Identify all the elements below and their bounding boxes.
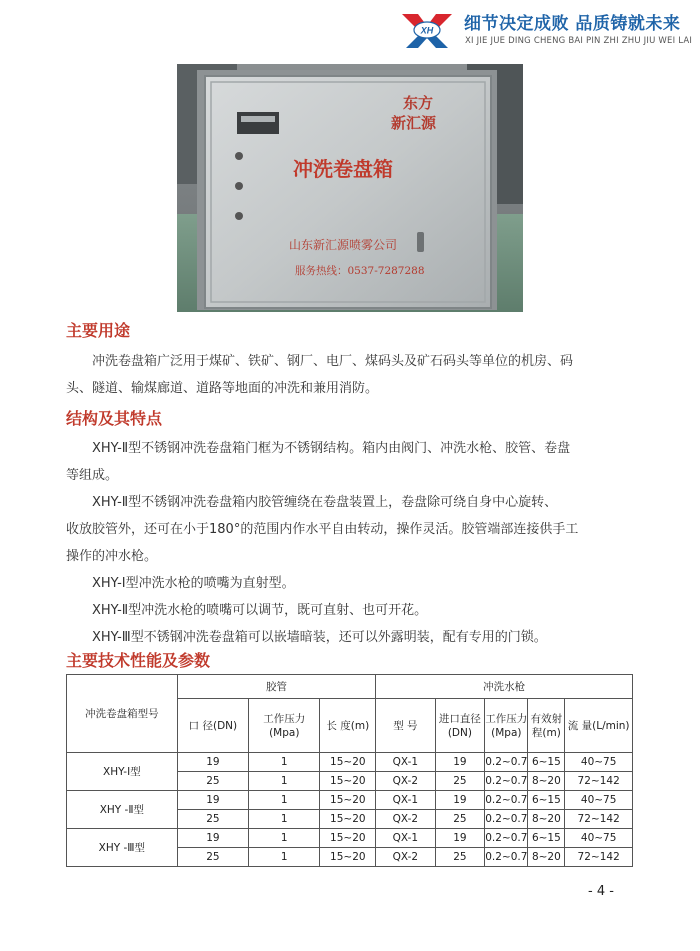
header-hose: 胶管: [177, 675, 375, 699]
structure-paragraph: [66, 435, 638, 651]
structure-title: 结构及其特点: [66, 409, 163, 428]
table-cell: 72~142: [565, 772, 633, 791]
table-cell: 15~20: [320, 791, 376, 810]
page-number: - 4 -: [588, 884, 614, 899]
usage-title: 主要用途: [66, 321, 131, 340]
col-hose-length: 长 度(m): [320, 699, 376, 753]
table-cell: 6~15: [528, 791, 565, 810]
table-cell: 0.2~0.7: [485, 753, 528, 772]
table-cell: 19: [435, 753, 485, 772]
table-cell: 8~20: [528, 848, 565, 867]
col-gun-pressure: 工作压力(Mpa): [485, 699, 528, 753]
table-cell: 25: [435, 848, 485, 867]
table-cell: 8~20: [528, 772, 565, 791]
header-model: 冲洗卷盘箱型号: [67, 675, 178, 753]
slogan-pinyin: XI JIE JUE DING CHENG BAI PIN ZHI ZHU JIU WEI LAI: [465, 36, 693, 46]
table-cell: 40~75: [565, 829, 633, 848]
structure-line: XHY-Ⅱ型不锈钢冲洗卷盘箱内胶管缠绕在卷盘装置上，卷盘除可绕自身中心旋转、: [92, 495, 558, 510]
table-cell: 40~75: [565, 753, 633, 772]
table-cell: 15~20: [320, 772, 376, 791]
table-cell: 19: [177, 791, 248, 810]
model-cell: XHY -Ⅲ型: [67, 829, 178, 867]
table-cell: 72~142: [565, 810, 633, 829]
table-cell: QX-1: [376, 753, 435, 772]
structure-line: XHY-Ⅲ型不锈钢冲洗卷盘箱可以嵌墙暗装，还可以外露明装，配有专用的门锁。: [92, 630, 547, 645]
photo-hotline: 服务热线：0537-7287288: [295, 265, 425, 277]
product-photo: [177, 64, 523, 312]
table-cell: QX-2: [376, 810, 435, 829]
table-cell: 19: [435, 791, 485, 810]
table-cell: 6~15: [528, 829, 565, 848]
model-cell: XHY-Ⅰ型: [67, 753, 178, 791]
spec-table: [66, 674, 633, 867]
table-cell: 1: [249, 810, 320, 829]
table-cell: 1: [249, 848, 320, 867]
photo-brand-line2: 新汇源: [391, 114, 437, 132]
table-cell: 1: [249, 772, 320, 791]
structure-line: 收放胶管外，还可在小于180°的范围内作水平自由转动，操作灵活。胶管端部连接供手工: [66, 522, 579, 537]
table-row: [67, 753, 633, 772]
table-cell: 0.2~0.7: [485, 848, 528, 867]
col-hose-pressure: 工作压力(Mpa): [249, 699, 320, 753]
structure-line: XHY-Ⅱ型冲洗水枪的喷嘴可以调节，既可直射、也可开花。: [92, 603, 428, 618]
header-gun: 冲洗水枪: [376, 675, 633, 699]
table-cell: 0.2~0.7: [485, 791, 528, 810]
table-cell: QX-2: [376, 848, 435, 867]
table-cell: 8~20: [528, 810, 565, 829]
table-cell: 15~20: [320, 810, 376, 829]
structure-line: XHY-Ⅱ型不锈钢冲洗卷盘箱门框为不锈钢结构。箱内由阀门、冲洗水枪、胶管、卷盘: [92, 441, 571, 456]
table-cell: 6~15: [528, 753, 565, 772]
col-gun-flow: 流 量(L/min): [565, 699, 633, 753]
table-row: [67, 791, 633, 810]
table-cell: 0.2~0.7: [485, 829, 528, 848]
table-cell: 19: [435, 829, 485, 848]
usage-line: 冲洗卷盘箱广泛用于煤矿、铁矿、钢厂、电厂、煤码头及矿石码头等单位的机房、码: [92, 354, 574, 369]
table-cell: 25: [435, 810, 485, 829]
table-cell: 19: [177, 753, 248, 772]
structure-line: 操作的冲水枪。: [66, 549, 158, 564]
col-gun-range: 有效射程(m): [528, 699, 565, 753]
col-gun-model: 型 号: [376, 699, 435, 753]
table-cell: 0.2~0.7: [485, 810, 528, 829]
structure-line: XHY-Ⅰ型冲洗水枪的喷嘴为直射型。: [92, 576, 295, 591]
table-cell: 1: [249, 829, 320, 848]
table-row: [67, 829, 633, 848]
table-cell: 25: [177, 810, 248, 829]
table-cell: 72~142: [565, 848, 633, 867]
photo-brand-line1: 东方: [403, 94, 434, 112]
table-cell: 25: [177, 772, 248, 791]
params-title: 主要技术性能及参数: [66, 651, 211, 670]
table-cell: QX-1: [376, 829, 435, 848]
logo-text: XH: [420, 25, 434, 36]
photo-company: 山东新汇源喷雾公司: [289, 238, 398, 252]
table-cell: 25: [435, 772, 485, 791]
table-cell: 19: [177, 829, 248, 848]
usage-paragraph: [66, 348, 638, 402]
structure-line: 等组成。: [66, 468, 119, 483]
table-cell: 1: [249, 791, 320, 810]
page-header: [0, 0, 700, 60]
table-cell: 15~20: [320, 829, 376, 848]
table-cell: QX-2: [376, 772, 435, 791]
col-gun-diameter: 进口直径(DN): [435, 699, 485, 753]
slogan-chinese: 细节决定成败 品质铸就未来: [464, 14, 681, 34]
table-cell: 40~75: [565, 791, 633, 810]
col-hose-diameter: 口 径(DN): [177, 699, 248, 753]
model-cell: XHY -Ⅱ型: [67, 791, 178, 829]
table-cell: 15~20: [320, 848, 376, 867]
company-logo: [398, 8, 456, 50]
table-cell: 0.2~0.7: [485, 772, 528, 791]
table-cell: QX-1: [376, 791, 435, 810]
table-cell: 1: [249, 753, 320, 772]
usage-line: 头、隧道、输煤廊道、道路等地面的冲洗和兼用消防。: [66, 381, 379, 396]
table-cell: 15~20: [320, 753, 376, 772]
table-cell: 25: [177, 848, 248, 867]
photo-box-title: 冲洗卷盘箱: [293, 157, 393, 181]
